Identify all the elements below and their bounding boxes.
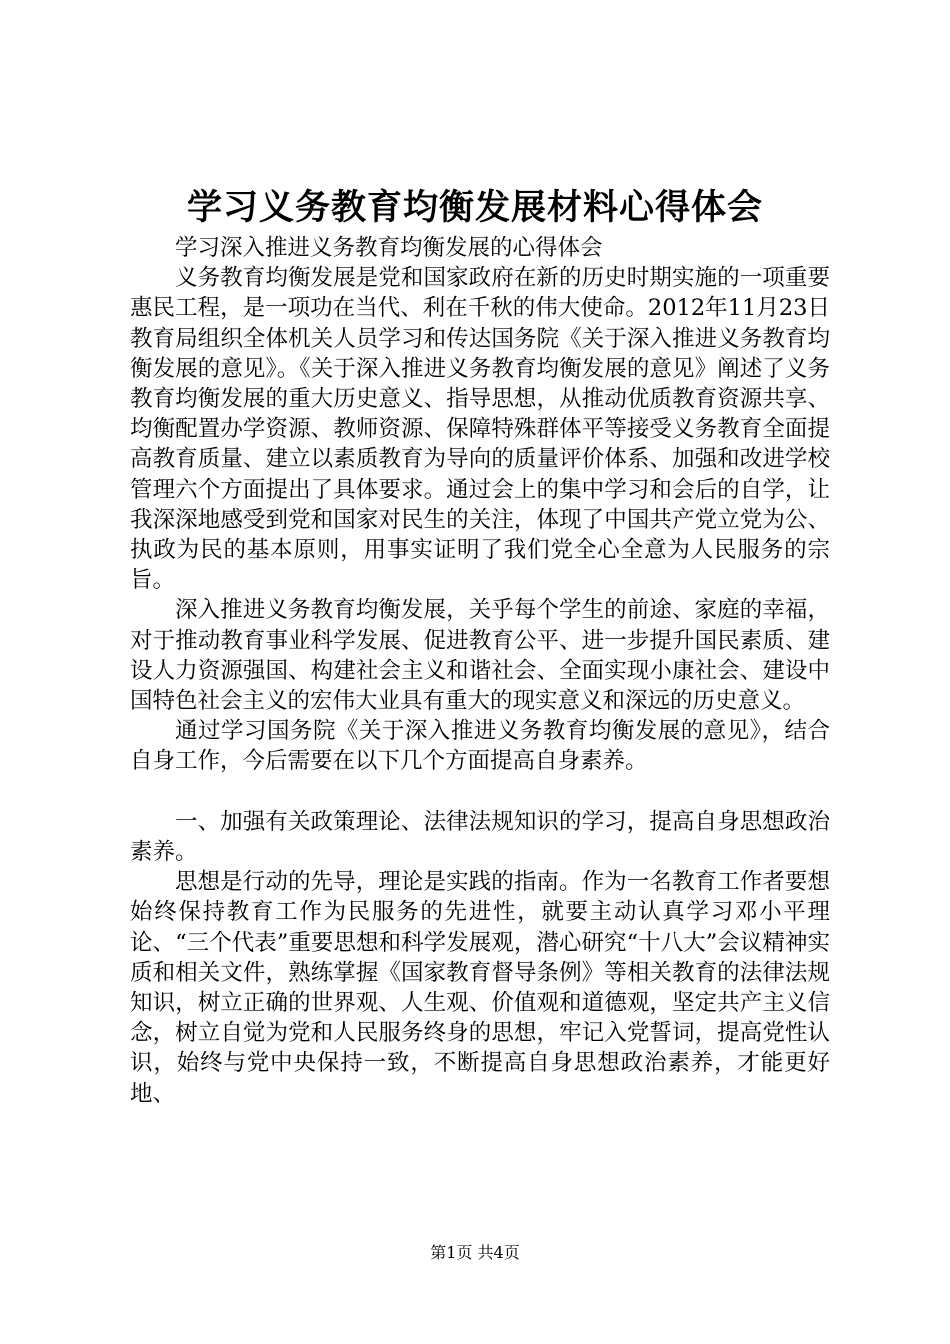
- body-paragraph: 通过学习国务院《关于深入推进义务教育均衡发展的意见》，结合自身工作，今后需要在以下几个方面提高自身素养。: [130, 718, 830, 775]
- subtitle-paragraph: 学习深入推进义务教育均衡发展的心得体会: [175, 235, 603, 261]
- document-title: 学习义务教育均衡发展材料心得体会: [186, 188, 763, 228]
- body-paragraph: 深入推进义务教育均衡发展，关乎每个学生的前途、家庭的幸福，对于推动教育事业科学发展、促进教育公平、进一步提升国民素质、建设人力资源强国、构建社会主义和谐社会、全面实现小康社会、建设中国特色社会主义的宏伟大业具有重大的现实意义和深远的历史意义。: [130, 597, 830, 715]
- section-heading: 一、加强有关政策理论、法律法规知识的学习，提高自身思想政治素养。: [130, 808, 830, 866]
- page-number: 第1页 共4页: [430, 1243, 520, 1262]
- blank-line: [130, 777, 830, 807]
- body-paragraph: 思想是行动的先导，理论是实践的指南。作为一名教育工作者要想始终保持教育工作为民服务的先进性，就要主动认真学习邓小平理论、“三个代表”重要思想和科学发展观，潜心研究“十八大”会议精神实质和相关文件，熟练掌握《国家教育督导条例》等相关教育的法律法规知识，树立正确的世界观、人生观、价值观和道德观，坚定共产主义信念，树立自觉为党和人民服务终身的思想，牢记入党誓词，提高党性认识，始终与党中央保持一致，不断提高自身思想政治素养，才能更好地、: [130, 869, 830, 1107]
- body-paragraph: 义务教育均衡发展是党和国家政府在新的历史时期实施的一项重要惠民工程，是一项功在当代、利在千秋的伟大使命。2012年11月23日教育局组织全体机关人员学习和传达国务院《关于深入推进义务教育均衡发展的意见》。《关于深入推进义务教育均衡发展的意见》阐述了义务教育均衡发展的重大历史意义、指导思想，从推动优质教育资源共享、均衡配置办学资源、教师资源、保障特殊群体平等接受义务教育全面提高教育质量、建立以素质教育为导向的质量评价体系、加强和改进学校管理六个方面提出了具体要求。通过会上的集中学习和会后的自学，让我深深地感受到党和国家对民生的关注，体现了中国共产党立党为公、执政为民的基本原则，用事实证明了我们党全心全意为人民服务的宗旨。: [130, 265, 830, 594]
- document-body: [130, 233, 830, 1109]
